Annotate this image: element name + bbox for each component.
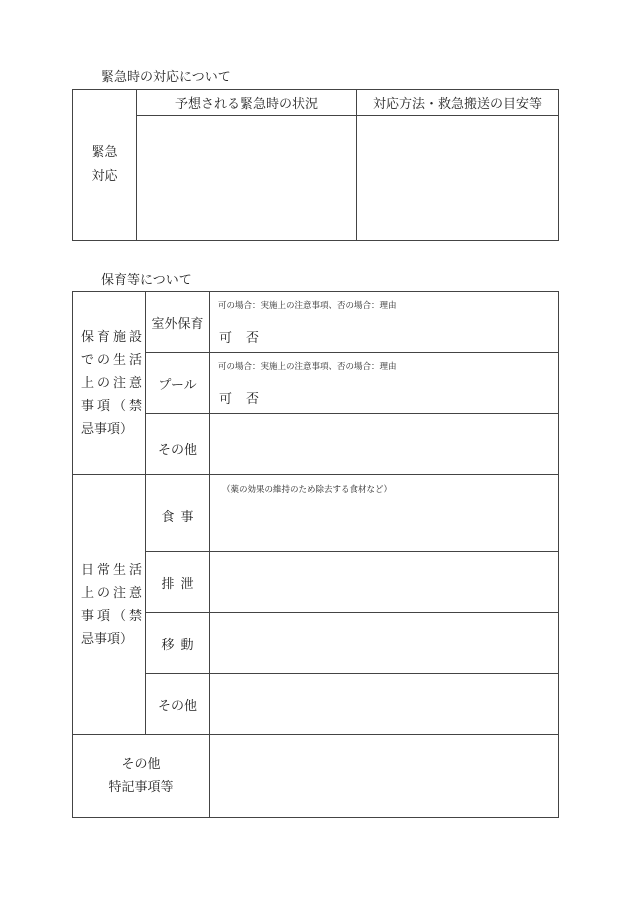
facility-label-line: での生活 [81,352,146,368]
special-notes-line: その他 [121,757,161,772]
daily-label-line: 忌事項） [81,631,134,647]
meal-label [146,475,210,552]
outdoor-cell[interactable] [210,292,559,353]
excretion-label-a: 排 [161,576,175,592]
movement-cell[interactable] [210,613,559,674]
childcare-table [72,291,559,818]
excretion-label-b: 泄 [180,576,194,592]
daily-other-cell[interactable] [210,674,559,735]
facility-other-label: その他 [146,414,210,475]
movement-label-a: 移 [161,637,175,653]
response-input-cell[interactable] [357,116,559,241]
meal-label-a: 食 [161,509,175,525]
emergency-label-line: 対応 [91,169,118,184]
emergency-table [72,89,559,241]
special-notes-cell[interactable] [210,735,559,818]
outdoor-ok-option[interactable]: 可 [219,331,233,346]
outdoor-label: 室外保育 [146,292,210,353]
childcare-heading: 保育等について [101,273,192,288]
special-notes-label [73,735,210,818]
outdoor-ng-option[interactable]: 否 [246,331,260,346]
col-header-situation: 予想される緊急時の状況 [137,90,357,116]
excretion-label [146,552,210,613]
emergency-heading: 緊急時の対応について [101,70,231,85]
daily-label-line: 上の注意 [81,585,146,601]
outdoor-options [219,327,273,346]
daily-label-line: 事項（禁 [81,608,146,624]
daily-label-line: 日常生活 [81,562,146,578]
meal-note: （薬の効果の維持のため除去する食材など） [222,485,393,495]
pool-label: プール [146,353,210,414]
facility-label-line: 事項（禁 [81,398,146,414]
pool-ok-option[interactable]: 可 [219,392,233,407]
facility-label-line: 忌事項） [81,421,134,437]
emergency-label-line: 緊急 [91,145,118,160]
pool-options [219,388,273,407]
facility-group-label [73,292,146,475]
situation-input-cell[interactable] [137,116,357,241]
special-notes-line: 特記事項等 [108,780,174,795]
emergency-row-label [73,90,137,241]
meal-cell[interactable] [210,475,559,552]
facility-label-line: 上の注意 [81,375,146,391]
movement-label-b: 動 [180,637,194,653]
meal-label-b: 事 [180,509,194,525]
col-header-response: 対応方法・救急搬送の目安等 [357,90,559,116]
pool-ng-option[interactable]: 否 [246,392,260,407]
daily-group-label [73,475,146,735]
daily-other-label: その他 [146,674,210,735]
facility-label-line: 保育施設 [81,329,146,345]
pool-note: 可の場合：実施上の注意事項、否の場合：理由 [218,362,397,372]
facility-other-cell[interactable] [210,414,559,475]
movement-label [146,613,210,674]
excretion-cell[interactable] [210,552,559,613]
pool-cell[interactable] [210,353,559,414]
outdoor-note: 可の場合：実施上の注意事項、否の場合：理由 [218,301,397,311]
